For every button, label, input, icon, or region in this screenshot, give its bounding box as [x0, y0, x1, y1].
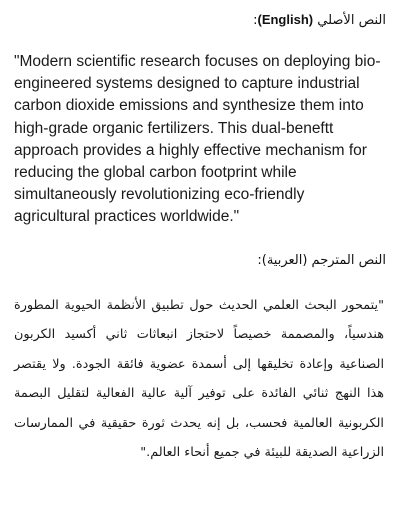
translated-text-heading: النص المترجم (العربية): [257, 252, 386, 268]
original-heading-colon: : [253, 13, 258, 28]
original-heading-language: (English) [257, 12, 314, 27]
original-english-paragraph: "Modern scientific research focuses on deploying bio-engineered systems designed to capture industrial carbon dioxide emissions and synthesize them into high-grade organic fertilizers. This dual-beneftt approach provides a highly effective mechanism for reducing the global carbon footprint while simultaneously revolutionizing eco-friendly agricultural practices worldwide." [14, 53, 381, 226]
original-heading-label: النص الأصلي [313, 13, 386, 28]
original-text-heading [14, 10, 386, 31]
translated-arabic-paragraph: "يتمحور البحث العلمي الحديث حول تطبيق الأنظمة الحيوية المطورة هندسياً، والمصممة خصيصاً لاحتجاز انبعاثات ثاني أكسيد الكربون الصناعية وإعادة تخليقها إلى أسمدة عضوية فائقة الجودة. ولا يقتصر هذا النهج ثنائي الفائدة على توفير آلية عالية الفعالية لتقليل البصمة الكربونية العالمية فحسب، بل إنه يحدث ثورة حقيقية في الممارسات الزراعية الصديقة للبيئة في جميع أنحاء العالم." [14, 297, 384, 461]
